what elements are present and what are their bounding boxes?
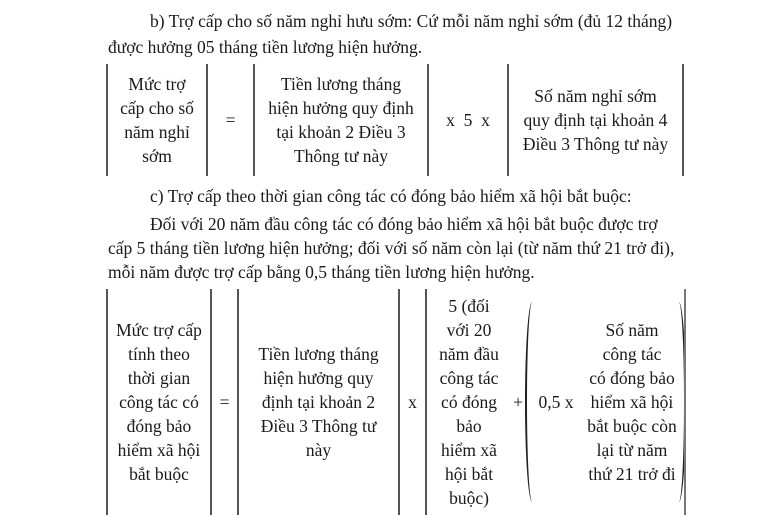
text-line: đóng bảo — [126, 416, 192, 436]
formula-c-remaining — [582, 289, 682, 515]
text-line: Số năm — [605, 320, 659, 340]
formula-c-half: 0,5 x — [538, 392, 574, 412]
text-line: hiểm xã hội — [117, 440, 201, 460]
divider — [684, 289, 686, 515]
text-line: năm đầu — [439, 344, 499, 364]
section-b-line-2: được hưởng 05 tháng tiền lương hiện hưởng. — [108, 37, 423, 57]
text-line: có đóng — [441, 392, 497, 412]
formula-b-multiplier: x 5 x — [446, 110, 490, 130]
formula-c-equals: = — [219, 392, 230, 412]
text-line: Thông tư này — [293, 146, 389, 166]
text-line: Mức trợ cấp — [116, 320, 202, 340]
text-line: sớm — [142, 146, 172, 166]
formula-c-salary — [239, 289, 398, 515]
text-line: công tác — [602, 344, 662, 364]
text-line: hiện hưởng quy — [263, 368, 374, 388]
formula-c-lhs — [108, 289, 210, 515]
text-line: Tiền lương tháng — [258, 344, 379, 364]
text-line: buộc) — [449, 488, 489, 508]
formula-b-years — [509, 64, 682, 176]
text-line: này — [305, 440, 332, 460]
formula-c-plus: + — [513, 392, 523, 412]
text-line: Điều 3 Thông tư — [260, 416, 377, 436]
text-line: cấp cho số — [120, 98, 194, 118]
formula-b-equals: = — [225, 110, 236, 130]
formula-b-lhs — [108, 64, 206, 176]
text-line: Số năm nghỉ sớm — [534, 86, 657, 106]
text-line: 5 (đối — [448, 296, 490, 316]
text-line: có đóng bảo — [589, 368, 675, 388]
section-c-heading: c) Trợ cấp theo thời gian công tác có đóng bảo hiểm xã hội bắt buộc: — [150, 186, 632, 206]
text-line: công tác có — [119, 392, 199, 412]
text-line: với 20 — [446, 320, 492, 340]
text-line: lại từ năm — [596, 440, 668, 460]
formula-c-first20 — [427, 289, 511, 515]
section-b-line-1: b) Trợ cấp cho số năm nghỉ hưu sớm: Cứ mỗi năm nghỉ sớm (đủ 12 tháng) — [150, 11, 673, 31]
formula-b-salary — [255, 64, 427, 176]
text-line: tính theo — [128, 344, 190, 364]
text-line: hiện hưởng quy định — [268, 98, 414, 118]
text-line: Mức trợ — [128, 74, 186, 94]
text-line: quy định tại khoản 4 — [523, 110, 668, 130]
section-c-para-line-1: Đối với 20 năm đầu công tác có đóng bảo hiểm xã hội bắt buộc được trợ — [150, 214, 658, 234]
text-line: định tại khoản 2 — [261, 392, 376, 412]
text-line: công tác — [439, 368, 499, 388]
text-line: tại khoản 2 Điều 3 — [276, 122, 406, 142]
text-line: hiểm xã hội — [590, 392, 674, 412]
text-line: hội bắt — [444, 464, 494, 484]
text-line: bắt buộc — [129, 464, 189, 484]
section-c-para-line-2: cấp 5 tháng tiền lương hiện hưởng; đối với số năm còn lại (từ năm thứ 21 trở đi), — [108, 238, 675, 258]
text-line: năm nghỉ — [124, 122, 190, 142]
text-line: Điều 3 Thông tư này — [522, 134, 669, 154]
text-line: thời gian — [127, 368, 191, 388]
text-line: Tiền lương tháng — [280, 74, 402, 94]
text-line: bắt buộc còn — [587, 416, 677, 436]
formula-c-times: x — [408, 392, 417, 412]
text-line: hiểm xã — [441, 440, 497, 460]
divider — [682, 64, 684, 176]
text-line: bảo — [456, 416, 482, 436]
section-c-para-line-3: mỗi năm được trợ cấp bằng 0,5 tháng tiền lương hiện hưởng. — [108, 262, 535, 282]
text-line: thứ 21 trở đi — [588, 464, 676, 484]
